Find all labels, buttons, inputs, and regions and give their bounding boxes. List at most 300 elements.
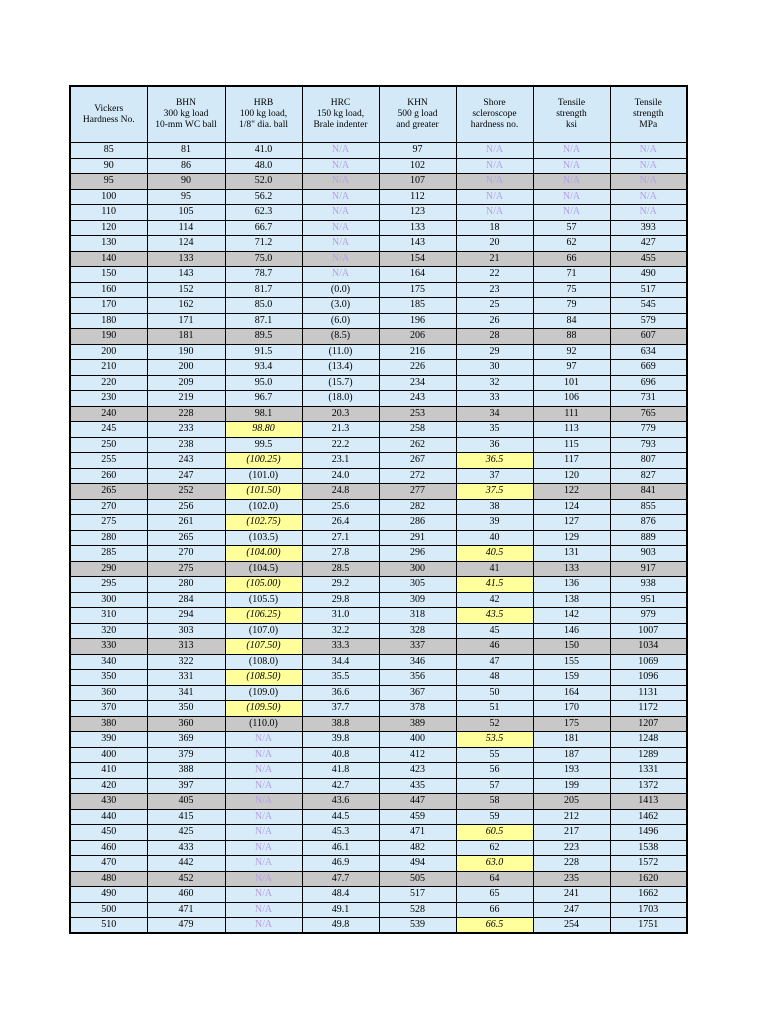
cell-khn: 258 xyxy=(379,422,456,438)
cell-khn: 286 xyxy=(379,515,456,531)
cell-tensile-ksi: N/A xyxy=(533,174,610,190)
cell-tensile-ksi: 127 xyxy=(533,515,610,531)
cell-tensile-ksi: 193 xyxy=(533,763,610,779)
cell-vickers: 300 xyxy=(70,592,147,608)
cell-vickers: 510 xyxy=(70,918,147,934)
cell-khn: 267 xyxy=(379,453,456,469)
table-row xyxy=(70,174,687,190)
cell-tensile-mpa: N/A xyxy=(610,158,687,174)
cell-tensile-mpa: 579 xyxy=(610,313,687,329)
cell-bhn: 460 xyxy=(147,887,225,903)
cell-khn: 97 xyxy=(379,143,456,159)
cell-hrc: (8.5) xyxy=(302,329,379,345)
table-row xyxy=(70,344,687,360)
cell-tensile-mpa: 1703 xyxy=(610,902,687,918)
table-row xyxy=(70,716,687,732)
cell-khn: 505 xyxy=(379,871,456,887)
table-row xyxy=(70,282,687,298)
cell-hrc: 49.8 xyxy=(302,918,379,934)
cell-vickers: 270 xyxy=(70,499,147,515)
cell-hrc: 27.8 xyxy=(302,546,379,562)
cell-hrb: 89.5 xyxy=(225,329,302,345)
table-row xyxy=(70,840,687,856)
cell-hrc: 34.4 xyxy=(302,654,379,670)
cell-hrc: 22.2 xyxy=(302,437,379,453)
cell-hrb: N/A xyxy=(225,871,302,887)
cell-hrc: 46.9 xyxy=(302,856,379,872)
cell-khn: 412 xyxy=(379,747,456,763)
cell-hrb: 91.5 xyxy=(225,344,302,360)
cell-bhn: 452 xyxy=(147,871,225,887)
cell-hrc: 32.2 xyxy=(302,623,379,639)
cell-vickers: 450 xyxy=(70,825,147,841)
table-row xyxy=(70,577,687,593)
table-row xyxy=(70,422,687,438)
cell-hrb: N/A xyxy=(225,825,302,841)
cell-tensile-mpa: 607 xyxy=(610,329,687,345)
table-row xyxy=(70,391,687,407)
cell-shore: 66 xyxy=(456,902,533,918)
cell-tensile-mpa: 1751 xyxy=(610,918,687,934)
cell-tensile-ksi: 228 xyxy=(533,856,610,872)
cell-tensile-ksi: N/A xyxy=(533,158,610,174)
cell-vickers: 320 xyxy=(70,623,147,639)
table-row xyxy=(70,468,687,484)
cell-bhn: 238 xyxy=(147,437,225,453)
cell-shore: 37.5 xyxy=(456,484,533,500)
cell-bhn: 294 xyxy=(147,608,225,624)
cell-bhn: 313 xyxy=(147,639,225,655)
cell-shore: 48 xyxy=(456,670,533,686)
cell-shore: 40.5 xyxy=(456,546,533,562)
cell-hrb: 62.3 xyxy=(225,205,302,221)
cell-vickers: 470 xyxy=(70,856,147,872)
cell-bhn: 228 xyxy=(147,406,225,422)
cell-tensile-ksi: 217 xyxy=(533,825,610,841)
cell-shore: 64 xyxy=(456,871,533,887)
table-row xyxy=(70,825,687,841)
cell-shore: 29 xyxy=(456,344,533,360)
cell-tensile-mpa: 545 xyxy=(610,298,687,314)
cell-tensile-ksi: 159 xyxy=(533,670,610,686)
cell-hrc: N/A xyxy=(302,143,379,159)
cell-tensile-ksi: 101 xyxy=(533,375,610,391)
cell-bhn: 252 xyxy=(147,484,225,500)
cell-vickers: 250 xyxy=(70,437,147,453)
table-row xyxy=(70,794,687,810)
cell-khn: 337 xyxy=(379,639,456,655)
cell-vickers: 370 xyxy=(70,701,147,717)
cell-vickers: 295 xyxy=(70,577,147,593)
cell-shore: 62 xyxy=(456,840,533,856)
cell-tensile-ksi: 170 xyxy=(533,701,610,717)
cell-shore: 52 xyxy=(456,716,533,732)
cell-vickers: 180 xyxy=(70,313,147,329)
cell-tensile-mpa: 1372 xyxy=(610,778,687,794)
table-row xyxy=(70,778,687,794)
cell-tensile-ksi: N/A xyxy=(533,143,610,159)
cell-hrb: (109.50) xyxy=(225,701,302,717)
cell-bhn: 341 xyxy=(147,685,225,701)
cell-tensile-mpa: 1172 xyxy=(610,701,687,717)
cell-tensile-mpa: 427 xyxy=(610,236,687,252)
table-row xyxy=(70,437,687,453)
cell-tensile-mpa: 855 xyxy=(610,499,687,515)
cell-bhn: 124 xyxy=(147,236,225,252)
cell-khn: 154 xyxy=(379,251,456,267)
header-vickers: Vickers Hardness No. xyxy=(70,86,147,143)
cell-tensile-mpa: 1034 xyxy=(610,639,687,655)
cell-vickers: 100 xyxy=(70,189,147,205)
cell-khn: 459 xyxy=(379,809,456,825)
cell-vickers: 190 xyxy=(70,329,147,345)
cell-shore: 57 xyxy=(456,778,533,794)
cell-vickers: 85 xyxy=(70,143,147,159)
cell-tensile-mpa: 903 xyxy=(610,546,687,562)
cell-hrb: 66.7 xyxy=(225,220,302,236)
cell-vickers: 210 xyxy=(70,360,147,376)
cell-shore: 39 xyxy=(456,515,533,531)
cell-shore: 45 xyxy=(456,623,533,639)
cell-tensile-mpa: 696 xyxy=(610,375,687,391)
cell-hrb: 85.0 xyxy=(225,298,302,314)
cell-tensile-mpa: N/A xyxy=(610,189,687,205)
cell-hrb: N/A xyxy=(225,732,302,748)
cell-shore: 47 xyxy=(456,654,533,670)
cell-hrb: (104.00) xyxy=(225,546,302,562)
cell-tensile-ksi: 122 xyxy=(533,484,610,500)
cell-shore: 46 xyxy=(456,639,533,655)
cell-vickers: 400 xyxy=(70,747,147,763)
cell-bhn: 162 xyxy=(147,298,225,314)
cell-khn: 112 xyxy=(379,189,456,205)
cell-bhn: 265 xyxy=(147,530,225,546)
cell-tensile-ksi: 150 xyxy=(533,639,610,655)
cell-shore: N/A xyxy=(456,205,533,221)
cell-vickers: 410 xyxy=(70,763,147,779)
cell-hrb: 48.0 xyxy=(225,158,302,174)
cell-khn: 367 xyxy=(379,685,456,701)
cell-vickers: 490 xyxy=(70,887,147,903)
cell-hrc: 35.5 xyxy=(302,670,379,686)
cell-khn: 482 xyxy=(379,840,456,856)
cell-tensile-ksi: 247 xyxy=(533,902,610,918)
cell-khn: 318 xyxy=(379,608,456,624)
cell-bhn: 433 xyxy=(147,840,225,856)
cell-khn: 291 xyxy=(379,530,456,546)
cell-khn: 253 xyxy=(379,406,456,422)
cell-vickers: 280 xyxy=(70,530,147,546)
table-row xyxy=(70,871,687,887)
cell-vickers: 285 xyxy=(70,546,147,562)
cell-tensile-ksi: 187 xyxy=(533,747,610,763)
cell-tensile-mpa: 938 xyxy=(610,577,687,593)
cell-shore: 36 xyxy=(456,437,533,453)
table-row xyxy=(70,158,687,174)
cell-khn: 133 xyxy=(379,220,456,236)
cell-tensile-mpa: 490 xyxy=(610,267,687,283)
cell-hrc: (3.0) xyxy=(302,298,379,314)
cell-vickers: 230 xyxy=(70,391,147,407)
cell-hrb: (108.0) xyxy=(225,654,302,670)
cell-tensile-mpa: 1538 xyxy=(610,840,687,856)
table-row xyxy=(70,639,687,655)
cell-bhn: 133 xyxy=(147,251,225,267)
cell-bhn: 152 xyxy=(147,282,225,298)
table-row xyxy=(70,763,687,779)
cell-bhn: 322 xyxy=(147,654,225,670)
cell-bhn: 90 xyxy=(147,174,225,190)
cell-hrb: (107.50) xyxy=(225,639,302,655)
cell-vickers: 460 xyxy=(70,840,147,856)
cell-hrb: 87.1 xyxy=(225,313,302,329)
cell-tensile-mpa: 731 xyxy=(610,391,687,407)
cell-hrb: (104.5) xyxy=(225,561,302,577)
cell-bhn: 379 xyxy=(147,747,225,763)
cell-hrb: 93.4 xyxy=(225,360,302,376)
cell-shore: 21 xyxy=(456,251,533,267)
table-row xyxy=(70,608,687,624)
cell-khn: 423 xyxy=(379,763,456,779)
cell-tensile-mpa: 827 xyxy=(610,468,687,484)
cell-shore: 56 xyxy=(456,763,533,779)
cell-tensile-mpa: N/A xyxy=(610,143,687,159)
cell-khn: 517 xyxy=(379,887,456,903)
cell-hrc: 33.3 xyxy=(302,639,379,655)
cell-tensile-ksi: 146 xyxy=(533,623,610,639)
cell-shore: 63.0 xyxy=(456,856,533,872)
cell-tensile-ksi: 62 xyxy=(533,236,610,252)
table-row xyxy=(70,654,687,670)
cell-hrb: (102.75) xyxy=(225,515,302,531)
cell-tensile-ksi: 79 xyxy=(533,298,610,314)
cell-hrb: N/A xyxy=(225,778,302,794)
cell-shore: 37 xyxy=(456,468,533,484)
cell-hrc: N/A xyxy=(302,267,379,283)
cell-vickers: 330 xyxy=(70,639,147,655)
cell-khn: 471 xyxy=(379,825,456,841)
cell-hrc: N/A xyxy=(302,158,379,174)
table-row xyxy=(70,623,687,639)
cell-shore: 41.5 xyxy=(456,577,533,593)
hardness-conversion-table xyxy=(69,85,688,934)
cell-hrc: N/A xyxy=(302,251,379,267)
cell-shore: 25 xyxy=(456,298,533,314)
cell-hrb: 52.0 xyxy=(225,174,302,190)
cell-bhn: 442 xyxy=(147,856,225,872)
cell-tensile-mpa: 979 xyxy=(610,608,687,624)
cell-shore: 65 xyxy=(456,887,533,903)
cell-hrb: (101.50) xyxy=(225,484,302,500)
cell-bhn: 181 xyxy=(147,329,225,345)
cell-bhn: 209 xyxy=(147,375,225,391)
cell-tensile-ksi: 111 xyxy=(533,406,610,422)
cell-tensile-mpa: 889 xyxy=(610,530,687,546)
table-row xyxy=(70,561,687,577)
cell-khn: 175 xyxy=(379,282,456,298)
cell-tensile-mpa: 634 xyxy=(610,344,687,360)
cell-hrc: N/A xyxy=(302,220,379,236)
cell-hrc: 28.5 xyxy=(302,561,379,577)
header-tensile-ksi: Tensile strength ksi xyxy=(533,86,610,143)
cell-hrb: 56.2 xyxy=(225,189,302,205)
cell-tensile-mpa: 793 xyxy=(610,437,687,453)
header-shore: Shore scleroscope hardness no. xyxy=(456,86,533,143)
cell-khn: 234 xyxy=(379,375,456,391)
cell-khn: 328 xyxy=(379,623,456,639)
cell-vickers: 90 xyxy=(70,158,147,174)
cell-hrb: N/A xyxy=(225,840,302,856)
cell-hrb: (102.0) xyxy=(225,499,302,515)
cell-bhn: 261 xyxy=(147,515,225,531)
cell-hrc: 38.8 xyxy=(302,716,379,732)
table-row xyxy=(70,670,687,686)
cell-tensile-ksi: 115 xyxy=(533,437,610,453)
table-row xyxy=(70,856,687,872)
table-row xyxy=(70,546,687,562)
cell-hrb: 71.2 xyxy=(225,236,302,252)
cell-khn: 226 xyxy=(379,360,456,376)
table-row xyxy=(70,453,687,469)
cell-khn: 243 xyxy=(379,391,456,407)
cell-khn: 435 xyxy=(379,778,456,794)
cell-tensile-mpa: 765 xyxy=(610,406,687,422)
cell-khn: 107 xyxy=(379,174,456,190)
table-row xyxy=(70,267,687,283)
cell-vickers: 265 xyxy=(70,484,147,500)
table-row xyxy=(70,809,687,825)
cell-hrc: 26.4 xyxy=(302,515,379,531)
cell-hrb: (106.25) xyxy=(225,608,302,624)
table-row xyxy=(70,205,687,221)
cell-shore: 26 xyxy=(456,313,533,329)
cell-tensile-ksi: 155 xyxy=(533,654,610,670)
cell-vickers: 360 xyxy=(70,685,147,701)
cell-tensile-mpa: 1131 xyxy=(610,685,687,701)
cell-bhn: 479 xyxy=(147,918,225,934)
table-row xyxy=(70,189,687,205)
table-row xyxy=(70,220,687,236)
cell-hrb: (107.0) xyxy=(225,623,302,639)
cell-vickers: 310 xyxy=(70,608,147,624)
cell-tensile-ksi: 138 xyxy=(533,592,610,608)
cell-khn: 305 xyxy=(379,577,456,593)
cell-tensile-ksi: 129 xyxy=(533,530,610,546)
cell-tensile-ksi: 205 xyxy=(533,794,610,810)
cell-tensile-mpa: N/A xyxy=(610,205,687,221)
cell-tensile-mpa: 1620 xyxy=(610,871,687,887)
cell-khn: 296 xyxy=(379,546,456,562)
cell-hrc: (0.0) xyxy=(302,282,379,298)
cell-vickers: 255 xyxy=(70,453,147,469)
cell-tensile-mpa: 1207 xyxy=(610,716,687,732)
cell-vickers: 430 xyxy=(70,794,147,810)
header-khn: KHN 500 g load and greater xyxy=(379,86,456,143)
cell-shore: 28 xyxy=(456,329,533,345)
cell-khn: 277 xyxy=(379,484,456,500)
header-tensile-mpa: Tensile strength MPa xyxy=(610,86,687,143)
table-row xyxy=(70,701,687,717)
cell-hrc: 31.0 xyxy=(302,608,379,624)
cell-tensile-mpa: 517 xyxy=(610,282,687,298)
table-row xyxy=(70,747,687,763)
cell-vickers: 240 xyxy=(70,406,147,422)
cell-shore: 60.5 xyxy=(456,825,533,841)
cell-bhn: 105 xyxy=(147,205,225,221)
cell-tensile-ksi: 254 xyxy=(533,918,610,934)
cell-vickers: 95 xyxy=(70,174,147,190)
cell-khn: 143 xyxy=(379,236,456,252)
cell-shore: 38 xyxy=(456,499,533,515)
cell-bhn: 143 xyxy=(147,267,225,283)
cell-vickers: 420 xyxy=(70,778,147,794)
cell-hrc: N/A xyxy=(302,236,379,252)
table-row xyxy=(70,732,687,748)
cell-bhn: 360 xyxy=(147,716,225,732)
cell-hrb: N/A xyxy=(225,918,302,934)
cell-shore: 33 xyxy=(456,391,533,407)
cell-bhn: 397 xyxy=(147,778,225,794)
table-row xyxy=(70,375,687,391)
cell-tensile-ksi: 120 xyxy=(533,468,610,484)
cell-shore: 40 xyxy=(456,530,533,546)
cell-tensile-ksi: 164 xyxy=(533,685,610,701)
cell-tensile-ksi: 71 xyxy=(533,267,610,283)
table-row xyxy=(70,236,687,252)
cell-shore: 58 xyxy=(456,794,533,810)
cell-tensile-ksi: 84 xyxy=(533,313,610,329)
header-bhn: BHN 300 kg load 10-mm WC ball xyxy=(147,86,225,143)
cell-tensile-ksi: 88 xyxy=(533,329,610,345)
table-row xyxy=(70,360,687,376)
cell-vickers: 130 xyxy=(70,236,147,252)
cell-hrb: N/A xyxy=(225,856,302,872)
cell-shore: 53.5 xyxy=(456,732,533,748)
cell-hrc: 36.6 xyxy=(302,685,379,701)
cell-vickers: 110 xyxy=(70,205,147,221)
cell-bhn: 256 xyxy=(147,499,225,515)
cell-vickers: 290 xyxy=(70,561,147,577)
cell-khn: 282 xyxy=(379,499,456,515)
cell-vickers: 340 xyxy=(70,654,147,670)
cell-khn: 494 xyxy=(379,856,456,872)
cell-khn: 216 xyxy=(379,344,456,360)
cell-bhn: 243 xyxy=(147,453,225,469)
cell-vickers: 200 xyxy=(70,344,147,360)
cell-hrc: 40.8 xyxy=(302,747,379,763)
cell-hrb: (101.0) xyxy=(225,468,302,484)
cell-hrb: 99.5 xyxy=(225,437,302,453)
cell-shore: N/A xyxy=(456,143,533,159)
cell-hrc: (18.0) xyxy=(302,391,379,407)
cell-tensile-mpa: 1662 xyxy=(610,887,687,903)
cell-tensile-ksi: 235 xyxy=(533,871,610,887)
cell-bhn: 303 xyxy=(147,623,225,639)
cell-tensile-ksi: 75 xyxy=(533,282,610,298)
cell-bhn: 350 xyxy=(147,701,225,717)
cell-tensile-mpa: 1496 xyxy=(610,825,687,841)
cell-khn: 123 xyxy=(379,205,456,221)
cell-hrc: 46.1 xyxy=(302,840,379,856)
cell-tensile-ksi: 57 xyxy=(533,220,610,236)
cell-khn: 206 xyxy=(379,329,456,345)
cell-shore: N/A xyxy=(456,174,533,190)
cell-shore: 30 xyxy=(456,360,533,376)
cell-hrc: 49.1 xyxy=(302,902,379,918)
cell-shore: 42 xyxy=(456,592,533,608)
cell-hrc: (15.7) xyxy=(302,375,379,391)
cell-khn: 262 xyxy=(379,437,456,453)
